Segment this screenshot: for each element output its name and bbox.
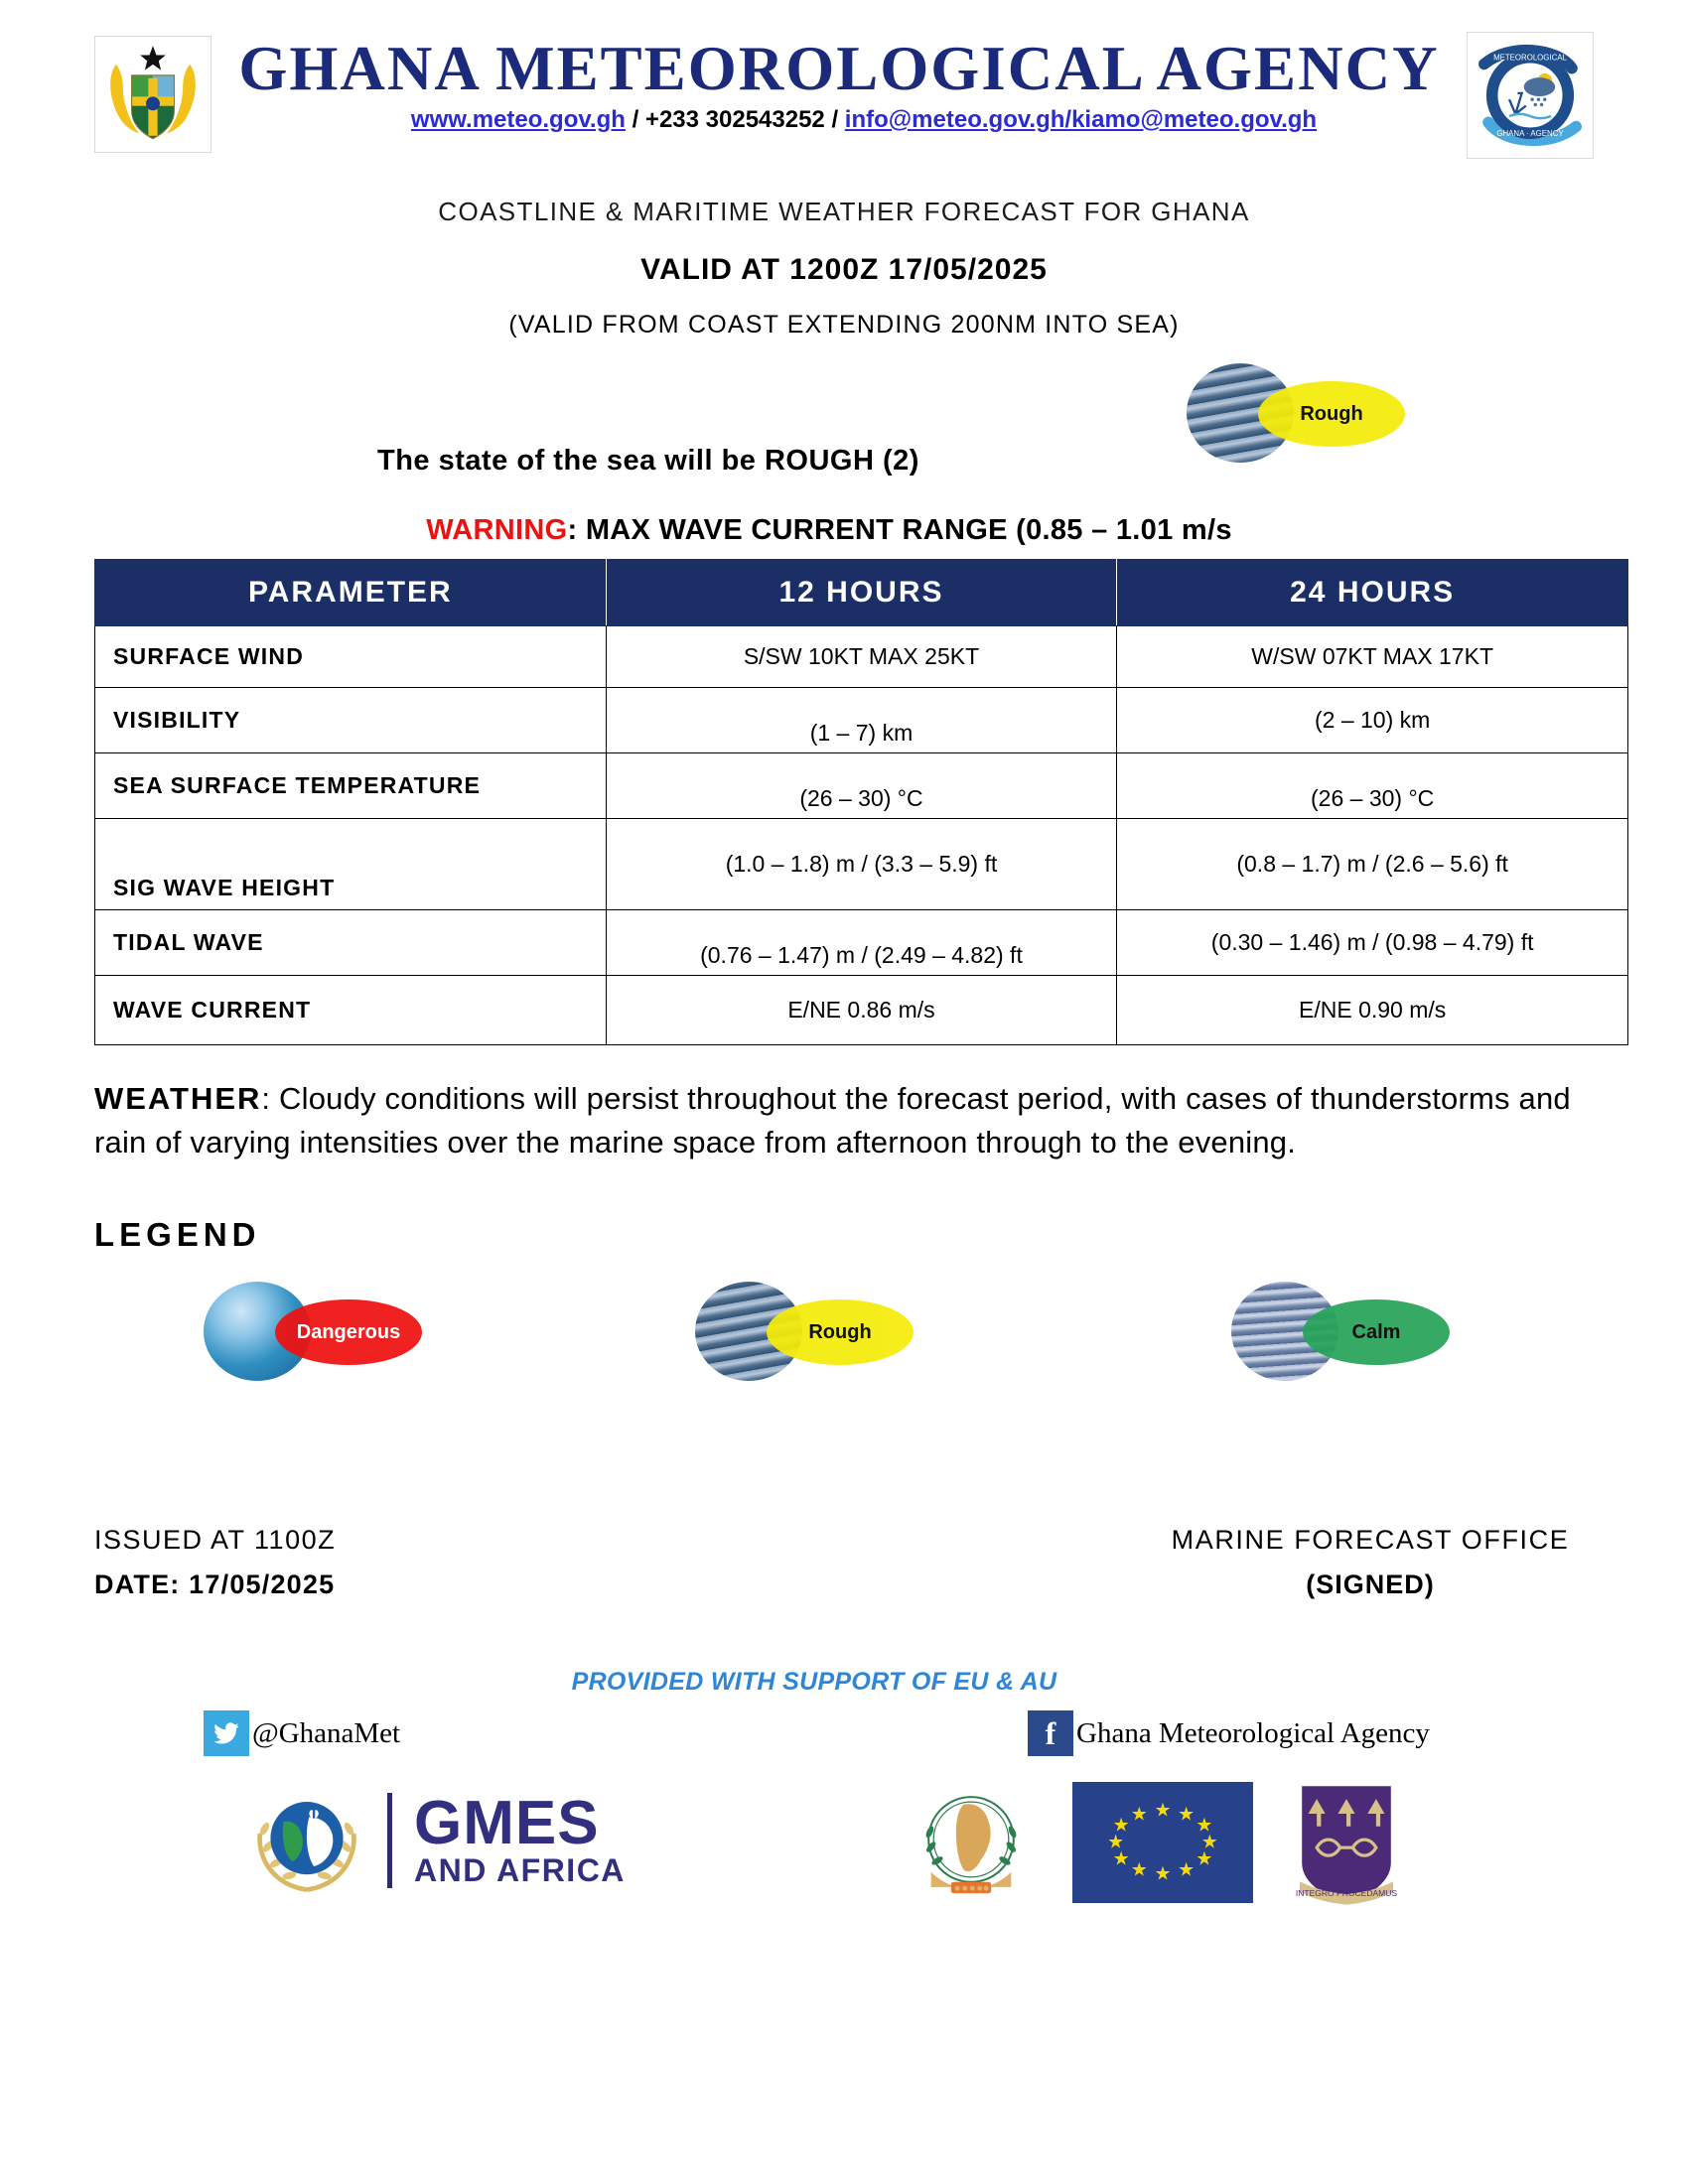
row-value-24h: (0.30 – 1.46) m / (0.98 – 4.79) ft	[1117, 910, 1628, 976]
column-header-parameter: PARAMETER	[95, 560, 607, 626]
row-parameter-label: WAVE CURRENT	[95, 976, 607, 1045]
document-subtitle: COASTLINE & MARITIME WEATHER FORECAST FOR GHANA	[438, 197, 1250, 226]
signed-label: (SIGNED)	[1306, 1570, 1435, 1600]
agency-logo-icon	[1467, 32, 1594, 159]
twitter-link[interactable]	[204, 1710, 400, 1756]
table-row	[95, 910, 1628, 976]
weather-text: : Cloudy conditions will persist throughout the forecast period, with cases of thunderstorms and rain of varying intensities over the marine space from afternoon through to the evening.	[94, 1081, 1571, 1160]
legend-label: Dangerous	[275, 1299, 422, 1365]
phone-text: / +233 302543252 /	[625, 106, 845, 133]
table-header-row	[95, 560, 1628, 626]
legend-item-calm	[1231, 1282, 1470, 1385]
african-union-emblem-icon	[909, 1782, 1034, 1907]
african-union-logo	[909, 1782, 1038, 1912]
row-parameter-label: SURFACE WIND	[95, 626, 607, 688]
legend-label: Rough	[767, 1299, 914, 1365]
partner-logos-row	[94, 1782, 1628, 1921]
sea-state-statement: The state of the sea will be ROUGH (2)	[377, 445, 919, 477]
facebook-f-icon: f	[1028, 1710, 1073, 1756]
row-value-24h: (0.8 – 1.7) m / (2.6 – 5.6) ft	[1117, 819, 1628, 910]
valid-at-line: VALID AT 1200Z 17/05/2025	[640, 253, 1048, 286]
row-parameter-label: SEA SURFACE TEMPERATURE	[95, 753, 607, 819]
social-row	[94, 1710, 1628, 1776]
table-row	[95, 753, 1628, 819]
warning-line	[94, 514, 1594, 547]
gmes-globe-wreath-icon	[248, 1782, 365, 1899]
ghana-crest-icon	[1291, 1782, 1402, 1909]
row-value-12h: S/SW 10KT MAX 25KT	[606, 626, 1117, 688]
row-value-12h: (0.76 – 1.47) m / (2.49 – 4.82) ft	[606, 910, 1117, 976]
row-value-24h: W/SW 07KT MAX 17KT	[1117, 626, 1628, 688]
row-value-12h: (1.0 – 1.8) m / (3.3 – 5.9) ft	[606, 819, 1117, 910]
weather-paragraph	[94, 1077, 1628, 1164]
legend-title: LEGEND	[94, 1216, 261, 1254]
svg-text:GHANA · AGENCY: GHANA · AGENCY	[1496, 128, 1564, 138]
issued-date: DATE: 17/05/2025	[94, 1570, 336, 1600]
facebook-page-name: Ghana Meteorological Agency	[1076, 1716, 1430, 1749]
email-link[interactable]: info@meteo.gov.gh/kiamo@meteo.gov.gh	[844, 106, 1318, 133]
table-row	[95, 976, 1628, 1045]
forecast-table	[94, 559, 1628, 1045]
european-union-flag-icon: ★ ★ ★ ★ ★ ★ ★ ★ ★ ★ ★ ★	[1072, 1782, 1253, 1903]
document-header	[94, 0, 1594, 189]
twitter-bird-icon	[204, 1710, 249, 1756]
legend-label: Calm	[1303, 1299, 1450, 1365]
weather-label: WEATHER	[94, 1081, 262, 1116]
row-parameter-label: VISIBILITY	[95, 688, 607, 753]
seal-motto: INTEGRO PROCEDAMUS	[1295, 1888, 1398, 1899]
table-row	[95, 688, 1628, 753]
gmes-line-1: GMES	[414, 1789, 600, 1858]
ghana-coat-of-arms-icon	[94, 36, 211, 153]
row-parameter-label: TIDAL WAVE	[95, 910, 607, 976]
logo-divider	[387, 1793, 392, 1888]
warning-text: : MAX WAVE CURRENT RANGE (0.85 – 1.01 m/s	[567, 514, 1232, 546]
row-parameter-label: SIG WAVE HEIGHT	[95, 819, 607, 910]
gmes-and-africa-logo	[248, 1782, 626, 1899]
sea-state-section	[94, 363, 1594, 512]
european-union-logo	[1072, 1782, 1256, 1903]
row-value-24h: E/NE 0.90 m/s	[1117, 976, 1628, 1045]
contact-line	[94, 106, 1594, 134]
issued-at: ISSUED AT 1100Z	[94, 1525, 337, 1556]
website-link[interactable]: www.meteo.gov.gh	[410, 106, 626, 133]
legend-row	[94, 1282, 1628, 1431]
sea-state-badge	[1187, 363, 1415, 463]
gmes-wordmark	[414, 1789, 626, 1889]
gmes-line-2: AND AFRICA	[414, 1852, 626, 1889]
marine-forecast-office: MARINE FORECAST OFFICE	[1171, 1525, 1570, 1556]
ghana-seal-logo	[1291, 1782, 1410, 1914]
legend-item-rough	[695, 1282, 933, 1385]
sea-state-badge-label: Rough	[1258, 381, 1405, 447]
row-value-12h: (26 – 30) °C	[606, 753, 1117, 819]
legend-item-dangerous	[204, 1282, 442, 1385]
facebook-link[interactable]	[1028, 1710, 1430, 1756]
row-value-12h: E/NE 0.86 m/s	[606, 976, 1117, 1045]
row-value-24h: (26 – 30) °C	[1117, 753, 1628, 819]
row-value-24h: (2 – 10) km	[1117, 688, 1628, 753]
svg-text:METEOROLOGICAL: METEOROLOGICAL	[1493, 53, 1567, 63]
table-row	[95, 626, 1628, 688]
agency-title: GHANA METEOROLOGICAL AGENCY	[238, 34, 1440, 103]
column-header-24-hours: 24 HOURS	[1117, 560, 1628, 626]
issued-left	[94, 1525, 336, 1600]
valid-extent-line: (VALID FROM COAST EXTENDING 200NM INTO SEA)	[508, 311, 1180, 339]
table-row	[95, 819, 1628, 910]
signed-right	[1122, 1525, 1618, 1600]
issued-signed-block	[94, 1525, 1628, 1634]
warning-keyword: WARNING	[426, 514, 568, 546]
row-value-12h: (1 – 7) km	[606, 688, 1117, 753]
support-line: PROVIDED WITH SUPPORT OF EU & AU	[571, 1668, 1057, 1697]
column-header-12-hours: 12 HOURS	[606, 560, 1117, 626]
twitter-handle: @GhanaMet	[252, 1716, 401, 1749]
